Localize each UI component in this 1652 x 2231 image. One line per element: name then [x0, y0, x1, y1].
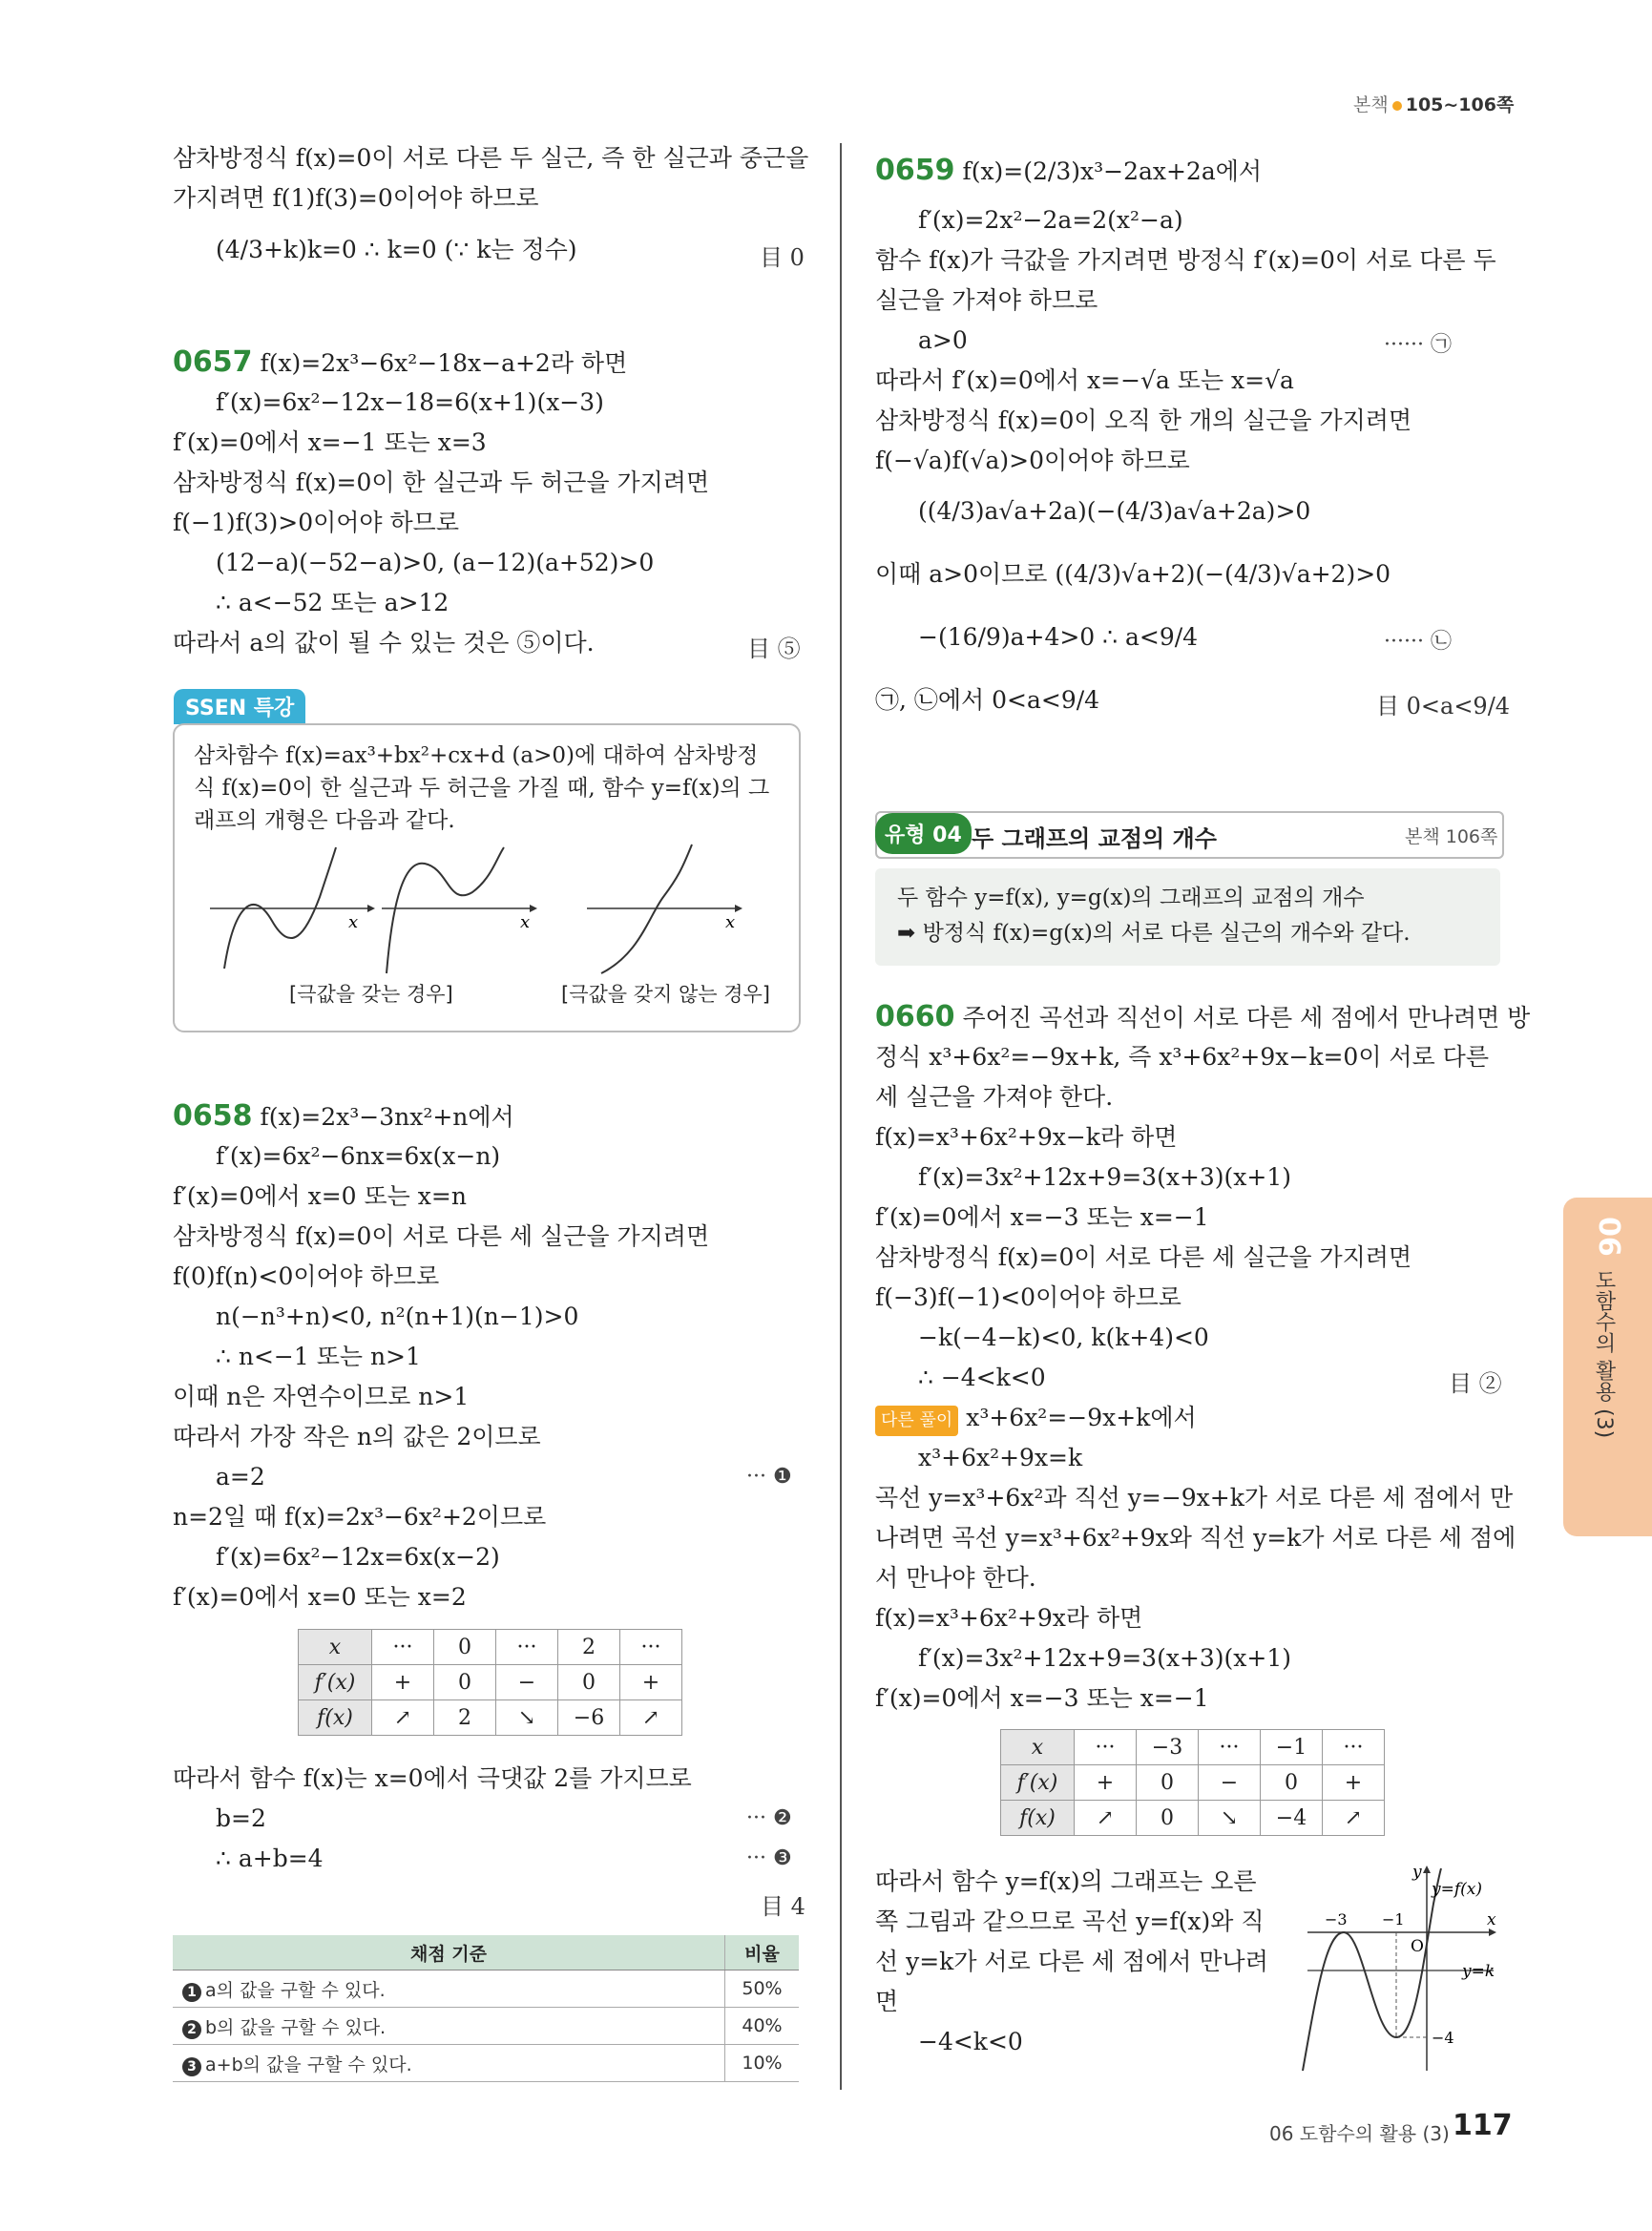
- chapter-title: 도함수의 활용 (3): [1592, 1269, 1616, 1439]
- table-cell: 0: [1137, 1765, 1199, 1801]
- mark-circle-b: ······ ㉡: [1384, 630, 1452, 654]
- problem-line: f′(x)=6x²−12x−18=6(x+1)(x−3): [216, 388, 604, 416]
- table-cell: 0: [1137, 1801, 1199, 1836]
- problem-line: ㉠, ㉡에서 0<a<9/4: [875, 686, 1100, 714]
- other-solution-first: [875, 1403, 1197, 1436]
- scoring-criterion: [173, 2045, 725, 2082]
- table-cell: +: [620, 1665, 682, 1700]
- scoring-pct: 40%: [725, 2008, 800, 2045]
- table-cell: ↗: [1075, 1801, 1137, 1836]
- problem-line: n=2일 때 f(x)=2x³−6x²+2이므로: [173, 1503, 547, 1531]
- problem-line: 삼차방정식 f(x)=0이 한 실근과 두 허근을 가지려면: [173, 469, 710, 496]
- graph-extremum-1: [210, 847, 375, 969]
- graph-curve-label: y=f(x): [1432, 1880, 1482, 1899]
- problem-line: (12−a)(−52−a)>0, (a−12)(a+52)>0: [216, 549, 655, 576]
- table-row: [1001, 1730, 1385, 1765]
- table-cell: f′(x): [1001, 1765, 1075, 1801]
- problem-line: 서 만나야 한다.: [875, 1564, 1036, 1592]
- criterion-text: a의 값을 구할 수 있다.: [205, 1979, 386, 2001]
- type-note-2: ➡ 방정식 f(x)=g(x)의 서로 다른 실근의 개수와 같다.: [897, 921, 1411, 946]
- problem-line: −(16/9)a+4>0 ∴ a<9/4: [918, 623, 1199, 651]
- problem-line: 따라서 f′(x)=0에서 x=−√a 또는 x=√a: [875, 366, 1294, 394]
- table-row: [299, 1700, 682, 1736]
- table-cell: ↘: [1199, 1801, 1261, 1836]
- table-cell: ···: [1323, 1730, 1385, 1765]
- problem-line: −k(−4−k)<0, k(k+4)<0: [918, 1324, 1209, 1351]
- bullet-icon: [1392, 101, 1402, 111]
- problem-line: 면: [875, 1988, 899, 2015]
- variation-table-0658: [298, 1629, 682, 1736]
- problem-line: 함수 f(x)가 극값을 가지려면 방정식 f′(x)=0이 서로 다른 두: [875, 246, 1496, 274]
- problem-line: f′(x)=0에서 x=−3 또는 x=−1: [875, 1203, 1209, 1231]
- step-number-icon: 1: [182, 1983, 201, 2002]
- problem-line: 삼차방정식 f(x)=0이 오직 한 개의 실근을 가지려면: [875, 407, 1412, 434]
- graph-extremum-2: [382, 847, 537, 973]
- problem-0660-first: [875, 1002, 1530, 1033]
- table-cell: −4: [1261, 1801, 1323, 1836]
- problem-line: 주어진 곡선과 직선이 서로 다른 세 점에서 만나려면 방: [962, 1004, 1531, 1032]
- table-cell: −: [1199, 1765, 1261, 1801]
- table-cell: f′(x): [299, 1665, 372, 1700]
- table-row: [1001, 1801, 1385, 1836]
- table-cell: 0: [558, 1665, 620, 1700]
- problem-line: 정식 x³+6x²=−9x+k, 즉 x³+6x²+9x−k=0이 서로 다른: [875, 1043, 1489, 1071]
- table-cell: 0: [434, 1630, 496, 1665]
- table-cell: −: [496, 1665, 558, 1700]
- table-cell: x: [299, 1630, 372, 1665]
- table-row: [299, 1665, 682, 1700]
- problem-0659-first: [875, 156, 1262, 187]
- problem-line: f(x)=x³+6x²+9x−k라 하면: [875, 1123, 1178, 1151]
- table-cell: x: [1001, 1730, 1075, 1765]
- table-row: [173, 2008, 799, 2045]
- problem-line: f(−1)f(3)>0이어야 하므로: [173, 509, 459, 536]
- problem-line: 이때 n은 자연수이므로 n>1: [173, 1383, 470, 1410]
- table-cell: 0: [434, 1665, 496, 1700]
- table-cell: ↗: [620, 1700, 682, 1736]
- problem-line: f(x)=2x³−3nx²+n에서: [260, 1103, 514, 1131]
- problem-line: ∴ n<−1 또는 n>1: [216, 1343, 421, 1370]
- scoring-criterion: [173, 2008, 725, 2045]
- type-tag: 유형 04: [875, 813, 972, 854]
- footer-chapter: 06 도함수의 활용 (3): [1269, 2122, 1450, 2145]
- problem-line: 따라서 함수 y=f(x)의 그래프는 오른: [875, 1867, 1257, 1895]
- problem-line: 나려면 곡선 y=x³+6x²+9x와 직선 y=k가 서로 다른 세 점에: [875, 1524, 1516, 1552]
- ssen-text-2: 식 f(x)=0이 한 실근과 두 허근을 가질 때, 함수 y=f(x)의 그: [194, 776, 770, 801]
- problem-number: 0659: [875, 154, 955, 187]
- table-cell: ↗: [372, 1700, 434, 1736]
- table-cell: f(x): [299, 1700, 372, 1736]
- graph-line-label: y=k: [1462, 1962, 1495, 1981]
- problem-line: −4<k<0: [918, 2028, 1023, 2055]
- axis-label: x: [348, 912, 359, 932]
- table-cell: ↗: [1323, 1801, 1385, 1836]
- axis-label: x: [725, 912, 736, 932]
- scoring-pct: 10%: [725, 2045, 800, 2082]
- table-row: [299, 1630, 682, 1665]
- problem-line: 따라서 가장 작은 n의 값은 2이므로: [173, 1423, 541, 1450]
- intro-line-1: 삼차방정식 f(x)=0이 서로 다른 두 실근, 즉 한 실근과 중근을: [173, 144, 809, 172]
- table-row: [1001, 1765, 1385, 1801]
- table-row: [173, 1935, 799, 1970]
- step-number-icon: 3: [182, 2057, 201, 2076]
- caption-no-extremum: [극값을 갖지 않는 경우]: [561, 983, 770, 1006]
- problem-number: 0658: [173, 1099, 253, 1133]
- problem-line: 따라서 a의 값이 될 수 있는 것은 ⑤이다.: [173, 629, 595, 657]
- scoring-header: 비율: [725, 1935, 800, 1970]
- problem-line: f′(x)=3x²+12x+9=3(x+3)(x+1): [918, 1163, 1291, 1191]
- step-mark-3: ··· ❸: [746, 1846, 792, 1870]
- scoring-table: [173, 1935, 799, 2082]
- problem-line: 삼차방정식 f(x)=0이 서로 다른 세 실근을 가지려면: [875, 1243, 1412, 1271]
- problem-line: f(0)f(n)<0이어야 하므로: [173, 1262, 440, 1290]
- table-cell: ···: [620, 1630, 682, 1665]
- table-cell: +: [1323, 1765, 1385, 1801]
- problem-line: f′(x)=0에서 x=0 또는 x=2: [173, 1583, 467, 1611]
- table-cell: −3: [1137, 1730, 1199, 1765]
- ssen-tag: SSEN 특강: [174, 689, 305, 724]
- ssen-text-1: 삼차함수 f(x)=ax³+bx²+cx+d (a>0)에 대하여 삼차방정: [194, 743, 759, 768]
- table-cell: f(x): [1001, 1801, 1075, 1836]
- table-cell: +: [1075, 1765, 1137, 1801]
- problem-line: 곡선 y=x³+6x²과 직선 y=−9x+k가 서로 다른 세 점에서 만: [875, 1484, 1514, 1512]
- graph-origin: O: [1411, 1937, 1424, 1956]
- problem-line: x³+6x²=−9x+k에서: [966, 1404, 1197, 1431]
- table-cell: −6: [558, 1700, 620, 1736]
- type-title: 두 그래프의 교점의 개수: [972, 825, 1217, 852]
- table-cell: −1: [1261, 1730, 1323, 1765]
- problem-line: ∴ −4<k<0: [918, 1364, 1046, 1391]
- answer-0660: 目 ②: [1449, 1370, 1502, 1397]
- step-mark-2: ··· ❷: [746, 1806, 792, 1830]
- graph-tick-m1: −1: [1382, 1910, 1405, 1929]
- problem-line: ((4/3)a√a+2a)(−(4/3)a√a+2a)>0: [918, 497, 1311, 525]
- problem-line: f′(x)=2x²−2a=2(x²−a): [918, 206, 1183, 234]
- ssen-text-3: 래프의 개형은 다음과 같다.: [194, 808, 455, 833]
- problem-line: f(x)=2x³−6x²−18x−a+2라 하면: [260, 349, 628, 377]
- table-cell: ···: [496, 1630, 558, 1665]
- step-number-icon: 2: [182, 2020, 201, 2039]
- problem-line: ∴ a<−52 또는 a>12: [216, 589, 450, 616]
- problem-line: f′(x)=0에서 x=0 또는 x=n: [173, 1182, 467, 1210]
- answer-0658: 目 4: [761, 1893, 805, 1920]
- problem-line: f′(x)=0에서 x=−1 또는 x=3: [173, 428, 487, 456]
- graph-x-label: x: [1487, 1910, 1496, 1929]
- scoring-criterion: [173, 1970, 725, 2008]
- problem-line: f(x)=x³+6x²+9x라 하면: [875, 1604, 1143, 1632]
- problem-line: 실근을 가져야 하므로: [875, 286, 1098, 314]
- problem-line: 따라서 함수 f(x)는 x=0에서 극댓값 2를 가지므로: [173, 1764, 692, 1792]
- table-cell: 2: [558, 1630, 620, 1665]
- problem-line: b=2: [216, 1804, 266, 1832]
- problem-line: ∴ a+b=4: [216, 1845, 324, 1872]
- cubic-graph: [1298, 1866, 1508, 2085]
- header-book: 본책: [1353, 94, 1389, 115]
- problem-line: f(x)=(2/3)x³−2ax+2a에서: [962, 157, 1263, 185]
- ssen-graphs: [200, 840, 754, 983]
- answer-0659: 目 0<a<9/4: [1376, 693, 1511, 719]
- axis-label: x: [520, 912, 531, 932]
- table-cell: +: [372, 1665, 434, 1700]
- problem-line: f′(x)=6x²−12x=6x(x−2): [216, 1543, 500, 1571]
- problem-number: 0657: [173, 345, 253, 379]
- problem-line: 쪽 그림과 같으므로 곡선 y=f(x)와 직: [875, 1908, 1265, 1935]
- table-row: [173, 1970, 799, 2008]
- graph-tick-m4: −4: [1432, 2029, 1454, 2047]
- problem-line: 선 y=k가 서로 다른 세 점에서 만나려: [875, 1948, 1268, 1975]
- answer-0657: 目 ⑤: [747, 636, 801, 662]
- problem-number: 0660: [875, 1000, 955, 1033]
- header-pages: 105~106쪽: [1405, 94, 1515, 115]
- other-solution-tag: 다른 풀이: [875, 1406, 958, 1436]
- problem-line: f(−√a)f(√a)>0이어야 하므로: [875, 447, 1190, 474]
- graph-tick-m3: −3: [1325, 1910, 1348, 1929]
- mark-circle-a: ······ ㉠: [1384, 333, 1452, 357]
- table-cell: ···: [1075, 1730, 1137, 1765]
- variation-table-0660: [1000, 1729, 1385, 1836]
- table-cell: ↘: [496, 1700, 558, 1736]
- problem-line: f′(x)=0에서 x=−3 또는 x=−1: [875, 1684, 1209, 1712]
- type-ref: 본책 106쪽: [1405, 826, 1498, 847]
- problem-line: f(−3)f(−1)<0이어야 하므로: [875, 1283, 1181, 1311]
- intro-line-2: 가지려면 f(1)f(3)=0이어야 하므로: [173, 184, 539, 212]
- type-note-1: 두 함수 y=f(x), y=g(x)의 그래프의 교점의 개수: [897, 886, 1365, 910]
- problem-line: 삼차방정식 f(x)=0이 서로 다른 세 실근을 가지려면: [173, 1222, 710, 1250]
- graph-y-label: y: [1412, 1866, 1422, 1882]
- problem-line: n(−n³+n)<0, n²(n+1)(n−1)>0: [216, 1303, 579, 1330]
- cubic-curve: [1303, 1868, 1441, 2071]
- caption-extremum: [극값을 갖는 경우]: [289, 983, 453, 1006]
- problem-0658-first: [173, 1101, 514, 1133]
- chapter-number: 06: [1592, 1217, 1625, 1257]
- problem-line: f′(x)=6x²−6nx=6x(x−n): [216, 1142, 501, 1170]
- scoring-header: 채점 기준: [173, 1935, 725, 1970]
- scoring-pct: 50%: [725, 1970, 800, 2008]
- problem-line: 이때 a>0이므로 ((4/3)√a+2)(−(4/3)√a+2)>0: [875, 560, 1391, 588]
- intro-line-3: (4/3+k)k=0 ∴ k=0 (∵ k는 정수): [216, 236, 577, 263]
- table-cell: ···: [1199, 1730, 1261, 1765]
- problem-line: f′(x)=3x²+12x+9=3(x+3)(x+1): [918, 1644, 1291, 1672]
- criterion-text: b의 값을 구할 수 있다.: [205, 2016, 387, 2038]
- answer-intro: 目 0: [760, 244, 805, 271]
- problem-line: a=2: [216, 1463, 265, 1491]
- criterion-text: a+b의 값을 구할 수 있다.: [205, 2054, 412, 2075]
- table-cell: ···: [372, 1630, 434, 1665]
- step-mark-1: ··· ❶: [746, 1465, 792, 1489]
- problem-line: a>0: [918, 326, 968, 354]
- table-cell: 0: [1261, 1765, 1323, 1801]
- graph-no-extremum: [587, 844, 742, 973]
- problem-0657-first: [173, 347, 627, 379]
- page-ref-header: [1353, 91, 1514, 116]
- problem-line: x³+6x²+9x=k: [918, 1444, 1083, 1471]
- table-row: [173, 2045, 799, 2082]
- page-number: 117: [1453, 2109, 1513, 2142]
- table-cell: 2: [434, 1700, 496, 1736]
- column-divider: [840, 143, 842, 2090]
- problem-line: 세 실근을 가져야 한다.: [875, 1083, 1114, 1111]
